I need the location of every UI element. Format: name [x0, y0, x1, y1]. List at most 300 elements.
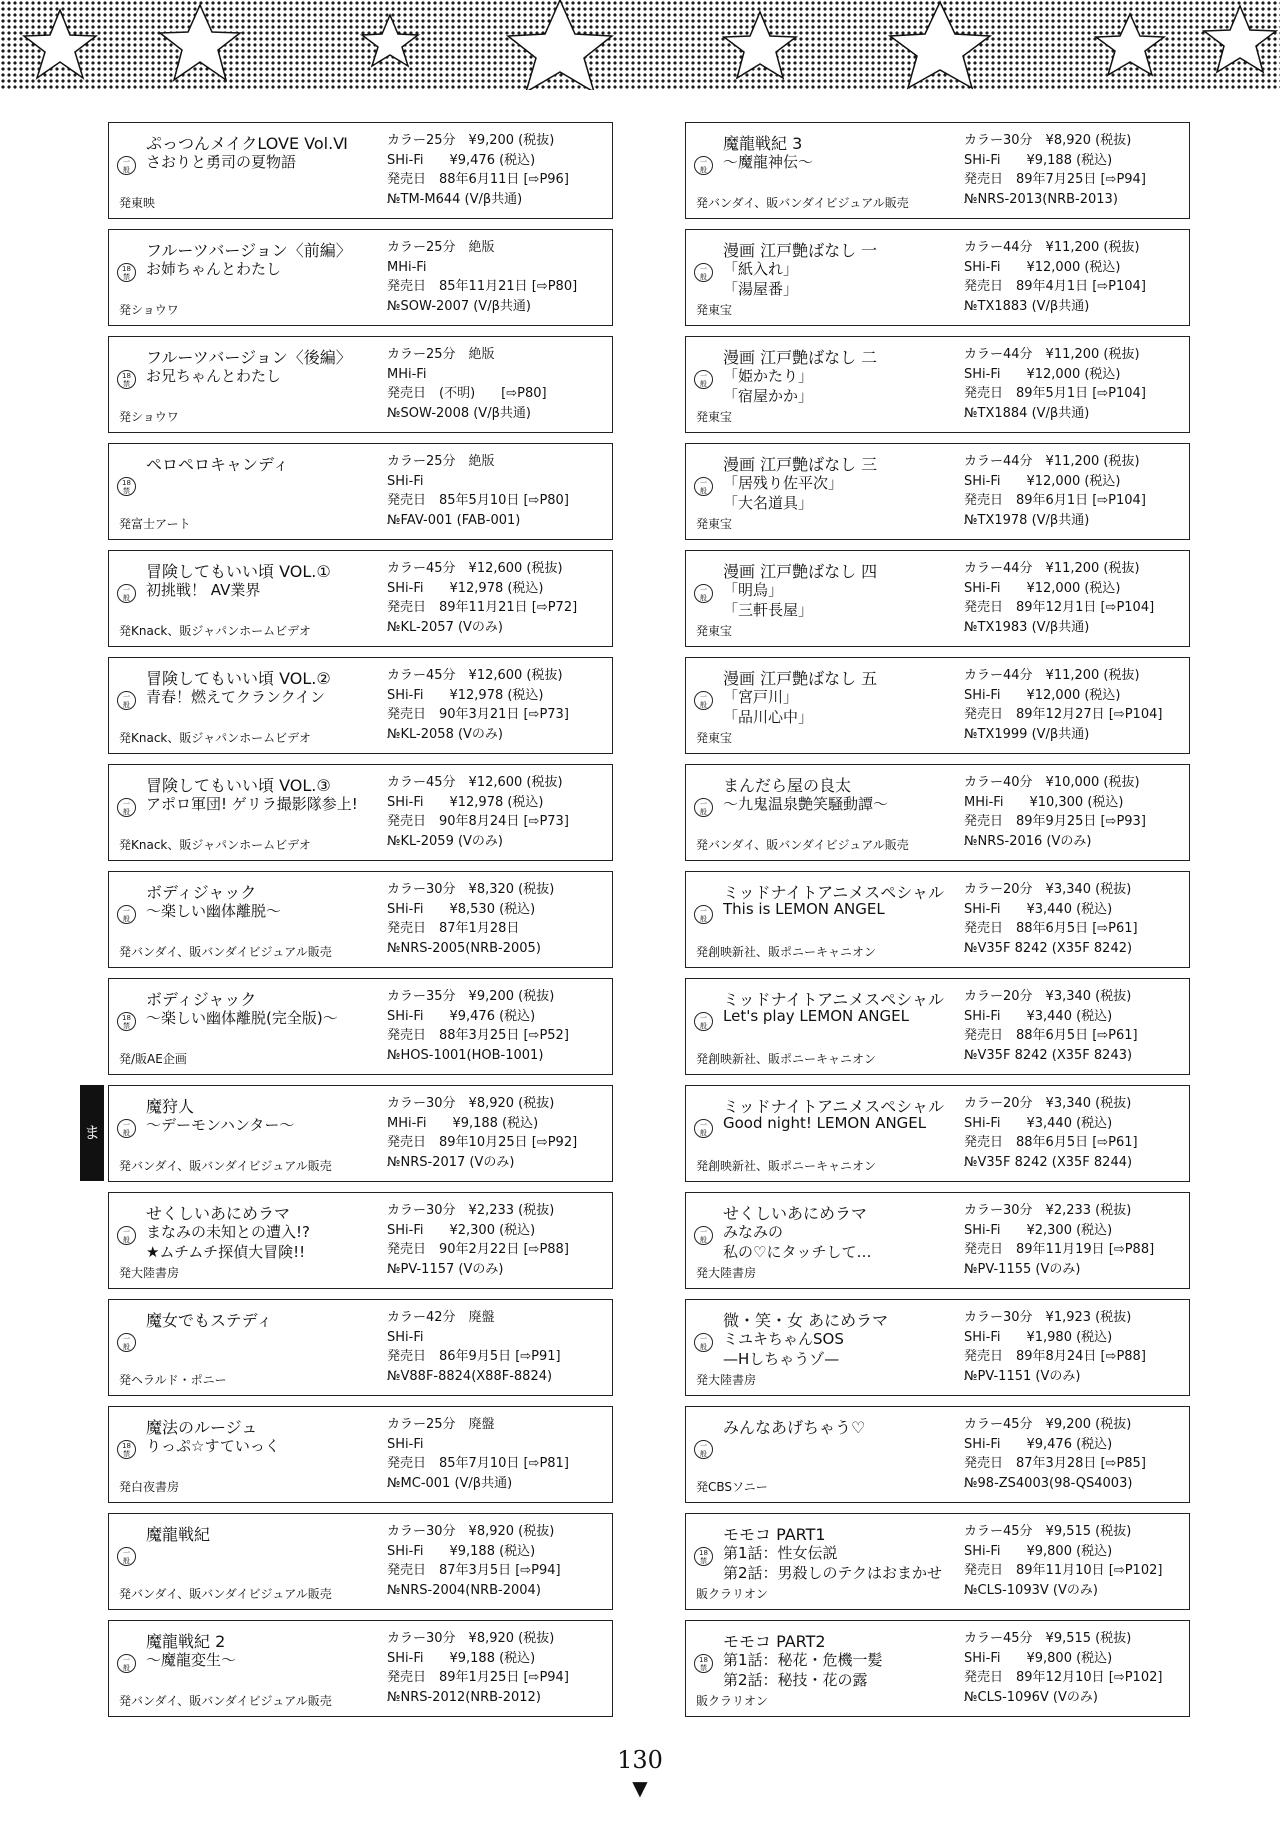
- rating-badge-icon: 一 般: [694, 1440, 713, 1459]
- spec-line-4: №PV-1155 (Vのみ): [964, 1261, 1081, 1277]
- rating-badge-icon: 一 般: [117, 1119, 136, 1138]
- entry-distributor: 発バンダイ、販バンダイビジュアル販売: [696, 838, 909, 852]
- spec-line-3: 発売日 87年3月28日 [⇨P85]: [964, 1456, 1146, 1471]
- entry-title: 漫画 江戸艶ばなし 三: [723, 455, 878, 474]
- spec-line-2: MHi-Fi ¥10,300 (税込): [964, 794, 1124, 810]
- entry-distributor: 発大陸書房: [119, 1266, 180, 1280]
- entry-specs: [964, 1415, 1186, 1493]
- spec-line-4: №KL-2058 (Vのみ): [387, 726, 504, 742]
- entry-title: 魔女でもステディ: [146, 1311, 273, 1330]
- catalog-entry: [108, 1620, 613, 1717]
- entry-specs: [387, 666, 609, 744]
- entry-subtitle: 〜魔龍変生〜: [146, 1651, 237, 1669]
- spec-line-2: SHi-Fi ¥2,300 (税込): [387, 1222, 536, 1238]
- catalog-entry: [685, 1192, 1190, 1289]
- entry-subtitle: 青春！燃えてクランクイン: [146, 688, 325, 706]
- rating-badge-icon: 18 禁: [117, 477, 136, 496]
- catalog-entry: [685, 122, 1190, 219]
- spec-line-4: №V88F-8824(X88F-8824): [387, 1368, 553, 1384]
- spec-line-3: 発売日 85年11月21日 [⇨P80]: [387, 279, 578, 294]
- spec-line-3: 発売日 90年2月22日 [⇨P88]: [387, 1242, 569, 1257]
- spec-line-4: №HOS-1001(HOB-1001): [387, 1047, 544, 1063]
- spec-line-3: 発売日 89年10月25日 [⇨P92]: [387, 1135, 578, 1150]
- entry-distributor: 発大陸書房: [696, 1373, 757, 1387]
- entry-distributor: 発富士アート: [119, 517, 191, 531]
- spec-line-1: カラー30分 ¥1,923 (税抜): [964, 1310, 1132, 1325]
- spec-line-4: №FAV-001 (FAB-001): [387, 512, 521, 528]
- spec-line-2: SHi-Fi ¥12,000 (税込): [964, 473, 1121, 489]
- spec-line-4: №PV-1157 (Vのみ): [387, 1261, 504, 1277]
- entry-distributor: 発ヘラルド・ポニー: [119, 1373, 227, 1387]
- entry-subtitle: This is LEMON ANGEL: [723, 900, 885, 918]
- rating-badge-icon: 一 般: [117, 1547, 136, 1566]
- entry-specs: [387, 238, 609, 316]
- entry-distributor: 発ショウワ: [119, 410, 179, 424]
- catalog-entry: [685, 550, 1190, 647]
- rating-badge-icon: 一 般: [117, 798, 136, 817]
- entry-subtitle-2: 「三軒長屋」: [723, 601, 814, 619]
- spec-line-3: 発売日 89年7月25日 [⇨P94]: [964, 172, 1146, 187]
- entry-subtitle-2: 第2話：男殺しのテクはおまかせ: [723, 1564, 942, 1582]
- rating-badge-icon: 18 禁: [694, 1547, 713, 1566]
- spec-line-1: カラー30分 ¥8,920 (税抜): [387, 1524, 555, 1539]
- entry-title: みんなあげちゃう♡: [723, 1418, 866, 1437]
- entry-subtitle: 初挑戦！ AV業界: [146, 581, 261, 599]
- entry-specs: [964, 1629, 1186, 1707]
- entry-subtitle: アポロ軍団! ゲリラ撮影隊参上!: [146, 795, 358, 813]
- spec-line-4: №CLS-1093V (Vのみ): [964, 1582, 1098, 1598]
- spec-line-2: SHi-Fi ¥3,440 (税込): [964, 1008, 1113, 1024]
- rating-badge-icon: 一 般: [694, 1119, 713, 1138]
- entry-subtitle: 〜魔龍神伝〜: [723, 153, 814, 171]
- entry-distributor: 発東宝: [696, 731, 733, 745]
- entry-title: 冒険してもいい頃 VOL.②: [146, 669, 331, 688]
- right-column: [685, 122, 1190, 1727]
- spec-line-4: №NRS-2016 (Vのみ): [964, 833, 1092, 849]
- entry-distributor: 発CBSソニー: [696, 1480, 768, 1494]
- catalog-entry: [685, 871, 1190, 968]
- spec-line-1: カラー30分 ¥8,920 (税抜): [387, 1631, 555, 1646]
- spec-line-3: 発売日 89年9月25日 [⇨P93]: [964, 814, 1146, 829]
- rating-badge-icon: 一 般: [694, 584, 713, 603]
- entry-title: ミッドナイトアニメスペシャル: [723, 1097, 944, 1116]
- spec-line-3: 発売日 89年6月1日 [⇨P104]: [964, 493, 1146, 508]
- rating-badge-icon: 一 般: [694, 156, 713, 175]
- spec-line-3: 発売日 88年3月25日 [⇨P52]: [387, 1028, 569, 1043]
- spec-line-2: SHi-Fi ¥12,000 (税込): [964, 259, 1121, 275]
- entry-title: 漫画 江戸艶ばなし 四: [723, 562, 878, 581]
- rating-badge-icon: 一 般: [694, 370, 713, 389]
- catalog-entry: [685, 1085, 1190, 1182]
- rating-badge-icon: 18 禁: [694, 1654, 713, 1673]
- spec-line-1: カラー45分 ¥9,515 (税抜): [964, 1524, 1132, 1539]
- entry-distributor: 発白夜書房: [119, 1480, 180, 1494]
- spec-line-1: カラー25分 ¥9,200 (税抜): [387, 133, 555, 148]
- spec-line-3: 発売日 89年5月1日 [⇨P104]: [964, 386, 1146, 401]
- entry-subtitle: 〜楽しい幽体離脱〜: [146, 902, 282, 920]
- spec-line-2: SHi-Fi ¥12,978 (税込): [387, 687, 544, 703]
- entry-title: 冒険してもいい頃 VOL.③: [146, 776, 331, 795]
- entry-subtitle: みなみの: [723, 1223, 784, 1241]
- entry-title: フルーツバージョン〈後編〉: [146, 348, 352, 367]
- spec-line-4: №TX1978 (V/β共通): [964, 512, 1090, 528]
- spec-line-4: №TM-M644 (V/β共通): [387, 191, 523, 207]
- catalog-entry: [108, 336, 613, 433]
- entry-distributor: 発大陸書房: [696, 1266, 757, 1280]
- catalog-entry: [685, 229, 1190, 326]
- star-shape: [1204, 6, 1276, 72]
- spec-line-4: №PV-1151 (Vのみ): [964, 1368, 1081, 1384]
- rating-badge-icon: 一 般: [694, 1333, 713, 1352]
- star-shape: [724, 12, 796, 78]
- spec-line-4: №NRS-2013(NRB-2013): [964, 191, 1118, 207]
- star-pattern: [0, 0, 1280, 90]
- spec-line-1: カラー45分 ¥12,600 (税抜): [387, 561, 563, 576]
- entry-specs: [964, 987, 1186, 1065]
- catalog-entry: [108, 1085, 613, 1182]
- catalog-entry: [108, 229, 613, 326]
- spec-line-2: SHi-Fi ¥9,476 (税込): [387, 1008, 536, 1024]
- entry-subtitle: 〜楽しい幽体離脱(完全版)〜: [146, 1009, 338, 1027]
- entry-specs: [964, 1201, 1186, 1279]
- entry-distributor: 発/販AE企画: [119, 1052, 187, 1066]
- entry-title: ミッドナイトアニメスペシャル: [723, 883, 944, 902]
- entry-specs: [964, 345, 1186, 423]
- spec-line-4: №KL-2057 (Vのみ): [387, 619, 504, 635]
- star-shape: [24, 10, 96, 78]
- entry-subtitle: お兄ちゃんとわたし: [146, 367, 282, 385]
- spec-line-1: カラー30分 ¥8,320 (税抜): [387, 882, 555, 897]
- entry-distributor: 販クラリオン: [696, 1587, 768, 1601]
- entry-title: モモコ PART2: [723, 1632, 826, 1651]
- entry-distributor: 発東宝: [696, 303, 733, 317]
- rating-badge-icon: 一 般: [117, 156, 136, 175]
- entry-subtitle-2: —Hしちゃうゾ—: [723, 1350, 840, 1368]
- spec-line-3: 発売日 89年12月1日 [⇨P104]: [964, 600, 1155, 615]
- spec-line-4: №TX1884 (V/β共通): [964, 405, 1090, 421]
- catalog-entry: [108, 657, 613, 754]
- entry-subtitle-2: ★ムチムチ探偵大冒険!!: [146, 1243, 306, 1261]
- catalog-entry: [685, 1513, 1190, 1610]
- entry-title: 魔龍戦紀 3: [723, 134, 803, 153]
- entry-specs: [964, 1522, 1186, 1600]
- entry-subtitle: Good night! LEMON ANGEL: [723, 1114, 927, 1132]
- entry-subtitle: 〜デーモンハンター〜: [146, 1116, 295, 1134]
- star-shape: [890, 2, 990, 88]
- star-shape: [362, 15, 418, 66]
- entry-title: 魔龍戦紀: [146, 1525, 211, 1544]
- spec-line-4: №NRS-2004(NRB-2004): [387, 1582, 541, 1598]
- entry-subtitle: さおりと勇司の夏物語: [146, 153, 297, 171]
- entry-specs: [964, 1094, 1186, 1172]
- rating-badge-icon: 一 般: [117, 691, 136, 710]
- spec-line-1: カラー45分 ¥12,600 (税抜): [387, 775, 563, 790]
- entry-distributor: 発Knack、販ジャパンホームビデオ: [119, 624, 311, 638]
- entry-title: せくしいあにめラマ: [723, 1204, 868, 1223]
- spec-line-4: №SOW-2007 (V/β共通): [387, 298, 531, 314]
- entry-title: 漫画 江戸艶ばなし 二: [723, 348, 878, 367]
- rating-badge-icon: 一 般: [694, 477, 713, 496]
- star-shape: [1096, 14, 1164, 75]
- entry-specs: [387, 773, 609, 851]
- entry-specs: [964, 666, 1186, 744]
- entry-specs: [387, 452, 609, 530]
- spec-line-1: カラー44分 ¥11,200 (税抜): [964, 668, 1140, 683]
- spec-line-1: カラー45分 ¥12,600 (税抜): [387, 668, 563, 683]
- spec-line-1: カラー20分 ¥3,340 (税抜): [964, 882, 1132, 897]
- entry-title: モモコ PART1: [723, 1525, 826, 1544]
- rating-badge-icon: 一 般: [694, 905, 713, 924]
- spec-line-3: 発売日 89年12月10日 [⇨P102]: [964, 1670, 1163, 1685]
- catalog-entry: [685, 1620, 1190, 1717]
- entry-subtitle: 第1話：秘花・危機一髪: [723, 1651, 883, 1669]
- rating-badge-icon: 18 禁: [117, 370, 136, 389]
- spec-line-4: №NRS-2005(NRB-2005): [387, 940, 541, 956]
- spec-line-3: 発売日 88年6月5日 [⇨P61]: [964, 921, 1138, 936]
- spec-line-2: SHi-Fi: [387, 1329, 424, 1345]
- entry-title: 冒険してもいい頃 VOL.①: [146, 562, 331, 581]
- entry-specs: [964, 238, 1186, 316]
- entry-distributor: 発東宝: [696, 517, 733, 531]
- spec-line-2: SHi-Fi ¥12,000 (税込): [964, 687, 1121, 703]
- spec-line-2: SHi-Fi ¥9,800 (税込): [964, 1543, 1113, 1559]
- entry-distributor: 発東映: [119, 196, 156, 210]
- entry-specs: [387, 345, 609, 423]
- spec-line-2: SHi-Fi ¥1,980 (税込): [964, 1329, 1113, 1345]
- entry-title: 漫画 江戸艶ばなし 一: [723, 241, 878, 260]
- entry-subtitle: 第1話：性女伝説: [723, 1544, 838, 1562]
- spec-line-4: №NRS-2017 (Vのみ): [387, 1154, 515, 1170]
- spec-line-1: カラー44分 ¥11,200 (税抜): [964, 561, 1140, 576]
- spec-line-1: カラー30分 ¥8,920 (税抜): [387, 1096, 555, 1111]
- entry-subtitle-2: 第2話：秘技・花の露: [723, 1671, 868, 1689]
- entry-distributor: 発バンダイ、販バンダイビジュアル販売: [119, 945, 332, 959]
- spec-line-3: 発売日 89年1月25日 [⇨P94]: [387, 1670, 569, 1685]
- spec-line-1: カラー40分 ¥10,000 (税抜): [964, 775, 1140, 790]
- entry-distributor: 発バンダイ、販バンダイビジュアル販売: [696, 196, 909, 210]
- spec-line-4: №TX1983 (V/β共通): [964, 619, 1090, 635]
- entry-specs: [387, 880, 609, 958]
- entry-title: 魔法のルージュ: [146, 1418, 258, 1437]
- spec-line-4: №V35F 8242 (X35F 8243): [964, 1047, 1133, 1063]
- entry-subtitle-2: 「湯屋番」: [723, 280, 799, 298]
- spec-line-1: カラー30分 ¥2,233 (税抜): [964, 1203, 1132, 1218]
- spec-line-2: SHi-Fi ¥9,188 (税込): [387, 1650, 536, 1666]
- rating-badge-icon: 一 般: [694, 691, 713, 710]
- entry-distributor: 発Knack、販ジャパンホームビデオ: [119, 838, 311, 852]
- spec-line-3: 発売日 85年5月10日 [⇨P80]: [387, 493, 569, 508]
- spec-line-1: カラー30分 ¥2,233 (税抜): [387, 1203, 555, 1218]
- spec-line-4: №SOW-2008 (V/β共通): [387, 405, 531, 421]
- spec-line-1: カラー25分 絶版: [387, 240, 495, 255]
- spec-line-4: №V35F 8242 (X35F 8242): [964, 940, 1133, 956]
- spec-line-2: SHi-Fi ¥9,188 (税込): [964, 152, 1113, 168]
- entry-subtitle: まなみの未知との遭入!?: [146, 1223, 310, 1241]
- spec-line-3: 発売日 89年11月21日 [⇨P72]: [387, 600, 578, 615]
- catalog-entry: [685, 336, 1190, 433]
- entry-distributor: 発バンダイ、販バンダイビジュアル販売: [119, 1159, 332, 1173]
- rating-badge-icon: 18 禁: [117, 1440, 136, 1459]
- entry-specs: [964, 880, 1186, 958]
- left-column: [108, 122, 613, 1727]
- rating-badge-icon: 18 禁: [117, 263, 136, 282]
- catalog-entry: [108, 122, 613, 219]
- rating-badge-icon: 一 般: [117, 1226, 136, 1245]
- spec-line-1: カラー45分 ¥9,200 (税抜): [964, 1417, 1132, 1432]
- page-number: 130: [617, 1746, 663, 1774]
- rating-badge-icon: 一 般: [117, 584, 136, 603]
- spec-line-1: カラー25分 絶版: [387, 347, 495, 362]
- side-index-tab: ま: [80, 1085, 104, 1181]
- spec-line-3: 発売日 89年4月1日 [⇨P104]: [964, 279, 1146, 294]
- star-shape: [160, 5, 240, 80]
- spec-line-3: 発売日 90年8月24日 [⇨P73]: [387, 814, 569, 829]
- spec-line-1: カラー20分 ¥3,340 (税抜): [964, 1096, 1132, 1111]
- spec-line-3: 発売日 (不明) [⇨P80]: [387, 386, 547, 401]
- entry-subtitle-2: 「品川心中」: [723, 708, 814, 726]
- entry-distributor: 発東宝: [696, 624, 733, 638]
- spec-line-1: カラー35分 ¥9,200 (税抜): [387, 989, 555, 1004]
- rating-badge-icon: 18 禁: [117, 1012, 136, 1031]
- entry-distributor: 発ショウワ: [119, 303, 179, 317]
- spec-line-2: SHi-Fi ¥2,300 (税込): [964, 1222, 1113, 1238]
- spec-line-2: SHi-Fi ¥12,978 (税込): [387, 794, 544, 810]
- star-shape: [508, 0, 612, 90]
- spec-line-1: カラー44分 ¥11,200 (税抜): [964, 240, 1140, 255]
- entry-subtitle-2: 「大名道具」: [723, 494, 814, 512]
- entry-subtitle: ミユキちゃんSOS: [723, 1330, 844, 1348]
- entry-title: フルーツバージョン〈前編〉: [146, 241, 352, 260]
- spec-line-4: №KL-2059 (Vのみ): [387, 833, 504, 849]
- entry-title: ボディジャック: [146, 883, 257, 902]
- rating-badge-icon: 一 般: [694, 1012, 713, 1031]
- entry-subtitle-2: 私の♡にタッチして…: [723, 1243, 872, 1261]
- spec-line-3: 発売日 90年3月21日 [⇨P73]: [387, 707, 569, 722]
- entry-distributor: 販クラリオン: [696, 1694, 768, 1708]
- entry-specs: [387, 1201, 609, 1279]
- catalog-entry: [685, 1406, 1190, 1503]
- catalog-entry: [108, 443, 613, 540]
- spec-line-2: SHi-Fi ¥12,000 (税込): [964, 580, 1121, 596]
- catalog-entry: [685, 1299, 1190, 1396]
- entry-specs: [964, 559, 1186, 637]
- spec-line-1: カラー45分 ¥9,515 (税抜): [964, 1631, 1132, 1646]
- entry-distributor: 発東宝: [696, 410, 733, 424]
- spec-line-3: 発売日 89年11月10日 [⇨P102]: [964, 1563, 1163, 1578]
- spec-line-1: カラー44分 ¥11,200 (税抜): [964, 347, 1140, 362]
- rating-badge-icon: 一 般: [694, 798, 713, 817]
- entry-distributor: 発バンダイ、販バンダイビジュアル販売: [119, 1587, 332, 1601]
- spec-line-2: SHi-Fi ¥3,440 (税込): [964, 901, 1113, 917]
- entry-specs: [387, 131, 609, 209]
- entry-specs: [387, 1629, 609, 1707]
- spec-line-2: SHi-Fi ¥3,440 (税込): [964, 1115, 1113, 1131]
- entry-distributor: 発創映新社、販ポニーキャニオン: [696, 1159, 877, 1173]
- catalog-entry: [108, 871, 613, 968]
- entry-title: 魔狩人: [146, 1097, 195, 1116]
- entry-title: ボディジャック: [146, 990, 257, 1009]
- entry-subtitle: りっぷ☆すていっく: [146, 1437, 280, 1455]
- entry-subtitle: Let's play LEMON ANGEL: [723, 1007, 909, 1025]
- spec-line-3: 発売日 88年6月5日 [⇨P61]: [964, 1028, 1138, 1043]
- spec-line-2: SHi-Fi: [387, 1436, 424, 1452]
- spec-line-2: SHi-Fi ¥9,476 (税込): [387, 152, 536, 168]
- entry-subtitle: 「姫かたり」: [723, 367, 814, 385]
- entry-subtitle: 「居残り佐平次」: [723, 474, 844, 492]
- spec-line-1: カラー42分 廃盤: [387, 1310, 495, 1325]
- spec-line-2: SHi-Fi ¥12,978 (税込): [387, 580, 544, 596]
- catalog-entry: [108, 550, 613, 647]
- entry-title: まんだら屋の良太: [723, 776, 852, 795]
- spec-line-2: SHi-Fi ¥8,530 (税込): [387, 901, 536, 917]
- spec-line-4: №98-ZS4003(98-QS4003): [964, 1475, 1133, 1491]
- spec-line-2: SHi-Fi ¥9,188 (税込): [387, 1543, 536, 1559]
- entry-subtitle: 〜九鬼温泉艶笑騒動譚〜: [723, 795, 889, 813]
- rating-badge-icon: 一 般: [117, 1333, 136, 1352]
- catalog-entry: [108, 1406, 613, 1503]
- down-arrow-icon: ▼: [632, 1776, 648, 1800]
- entry-subtitle: 「明烏」: [723, 581, 784, 599]
- spec-line-2: MHi-Fi ¥9,188 (税込): [387, 1115, 539, 1131]
- entry-title: せくしいあにめラマ: [146, 1204, 291, 1223]
- catalog-entry: [108, 764, 613, 861]
- spec-line-2: SHi-Fi ¥12,000 (税込): [964, 366, 1121, 382]
- rating-badge-icon: 一 般: [694, 263, 713, 282]
- spec-line-3: 発売日 87年3月5日 [⇨P94]: [387, 1563, 561, 1578]
- entry-specs: [964, 452, 1186, 530]
- spec-line-2: SHi-Fi: [387, 473, 424, 489]
- entry-subtitle: お姉ちゃんとわたし: [146, 260, 282, 278]
- spec-line-3: 発売日 89年12月27日 [⇨P104]: [964, 707, 1163, 722]
- entry-specs: [387, 1094, 609, 1172]
- spec-line-1: カラー44分 ¥11,200 (税抜): [964, 454, 1140, 469]
- spec-line-2: MHi-Fi: [387, 366, 427, 382]
- catalog-entry: [685, 657, 1190, 754]
- entry-subtitle-2: 「宿屋かか」: [723, 387, 814, 405]
- header-pattern-band: [0, 0, 1280, 90]
- rating-badge-icon: 一 般: [117, 1654, 136, 1673]
- catalog-entry: [685, 443, 1190, 540]
- entry-specs: [387, 1308, 609, 1386]
- entry-specs: [964, 773, 1186, 851]
- entry-specs: [387, 1415, 609, 1493]
- entry-subtitle: 「紙入れ」: [723, 260, 799, 278]
- spec-line-1: カラー25分 絶版: [387, 454, 495, 469]
- spec-line-3: 発売日 87年1月28日: [387, 921, 520, 936]
- catalog-entry: [108, 1513, 613, 1610]
- spec-line-4: №MC-001 (V/β共通): [387, 1475, 513, 1491]
- spec-line-3: 発売日 88年6月11日 [⇨P96]: [387, 172, 569, 187]
- spec-line-2: MHi-Fi: [387, 259, 427, 275]
- spec-line-3: 発売日 88年6月5日 [⇨P61]: [964, 1135, 1138, 1150]
- catalog-entry: [685, 764, 1190, 861]
- spec-line-4: №CLS-1096V (Vのみ): [964, 1689, 1098, 1705]
- spec-line-3: 発売日 89年11月19日 [⇨P88]: [964, 1242, 1155, 1257]
- spec-line-3: 発売日 86年9月5日 [⇨P91]: [387, 1349, 561, 1364]
- entry-distributor: 発創映新社、販ポニーキャニオン: [696, 945, 877, 959]
- spec-line-3: 発売日 89年8月24日 [⇨P88]: [964, 1349, 1146, 1364]
- spec-line-3: 発売日 85年7月10日 [⇨P81]: [387, 1456, 569, 1471]
- spec-line-4: №NRS-2012(NRB-2012): [387, 1689, 541, 1705]
- spec-line-1: カラー30分 ¥8,920 (税抜): [964, 133, 1132, 148]
- spec-line-4: №V35F 8242 (X35F 8244): [964, 1154, 1133, 1170]
- spec-line-4: №TX1883 (V/β共通): [964, 298, 1090, 314]
- entry-title: 魔龍戦紀 2: [146, 1632, 226, 1651]
- catalog-entry: [108, 1299, 613, 1396]
- spec-line-4: №TX1999 (V/β共通): [964, 726, 1090, 742]
- entry-title: 微・笑・女 あにめラマ: [723, 1311, 889, 1330]
- entry-specs: [964, 131, 1186, 209]
